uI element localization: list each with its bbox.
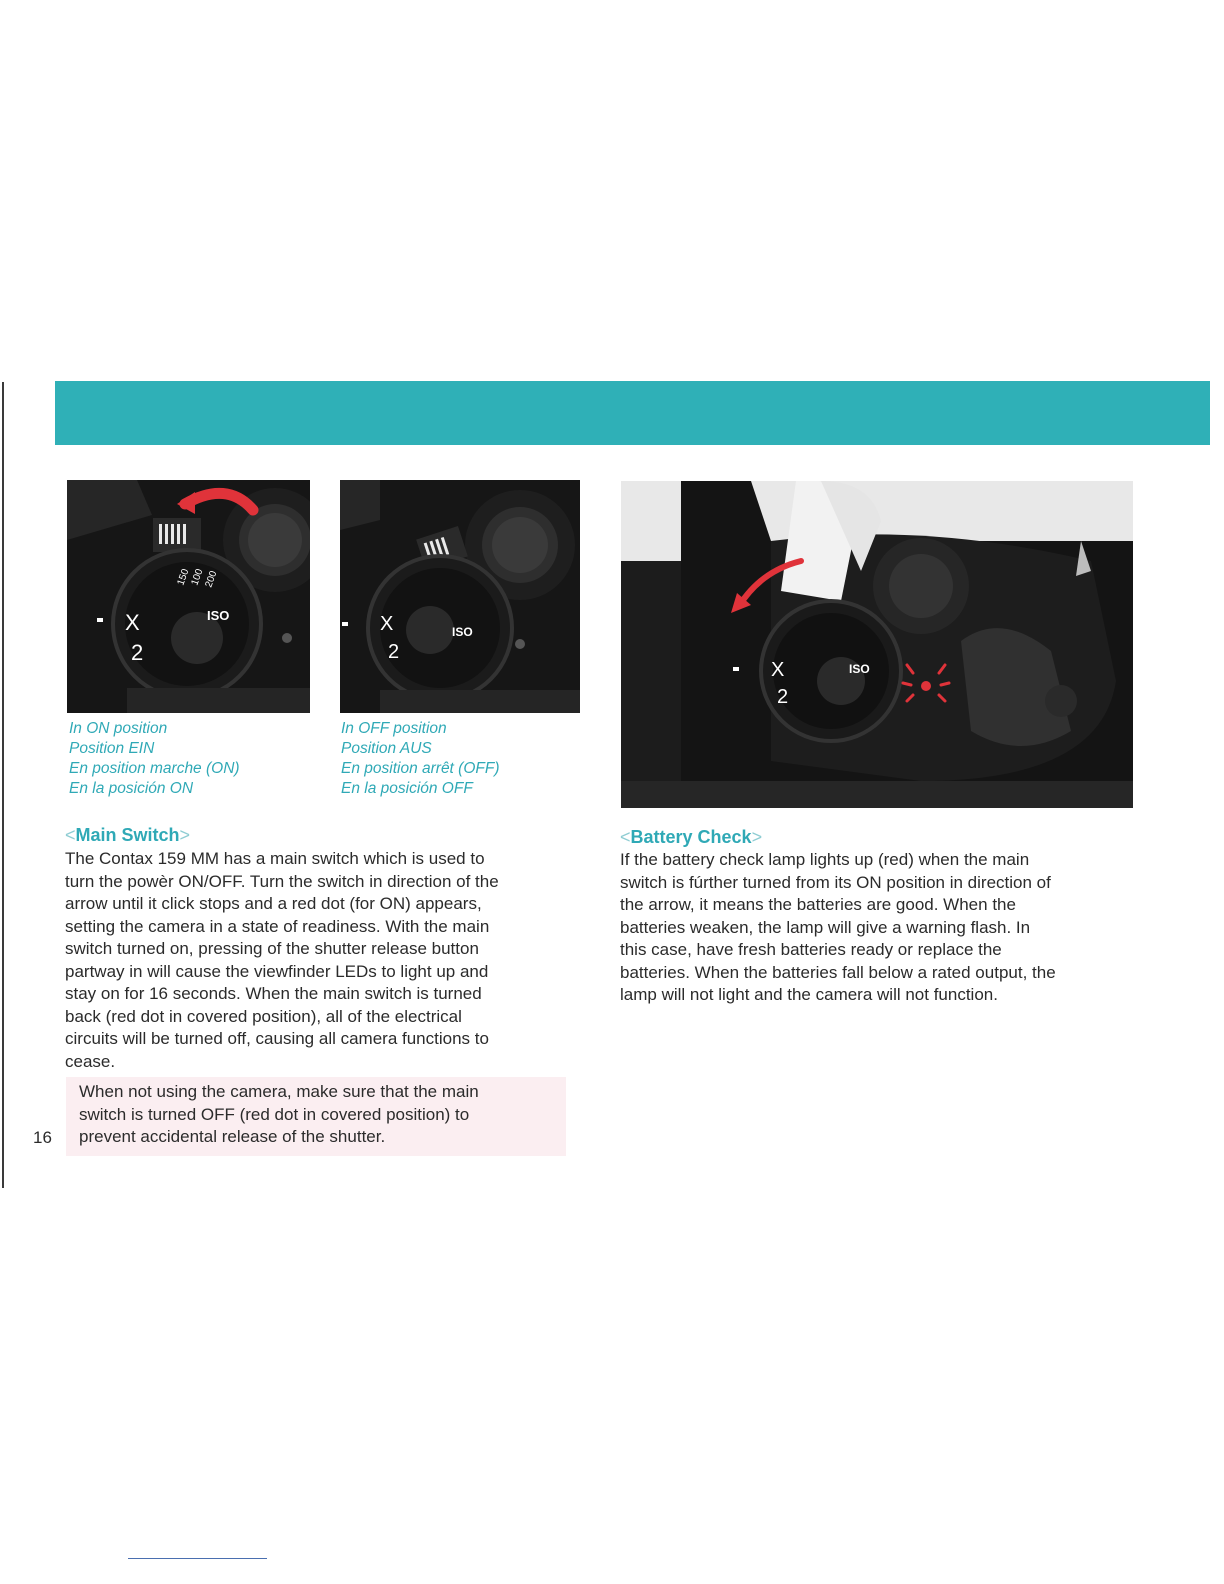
camera-off-illustration	[340, 480, 580, 713]
dial-mark-2: 2	[131, 640, 144, 665]
dial-scale-150: 150	[175, 567, 192, 588]
caption-on-de: Position EIN	[69, 740, 155, 757]
page-number: 16	[33, 1128, 52, 1147]
camera-battery-illustration	[621, 481, 1133, 808]
note-text: When not using the camera, make sure that the main switch is turned OFF (red dot in covered position) to prevent accidental release of the shutter.	[79, 1082, 479, 1146]
note-box	[66, 1077, 566, 1156]
svg-text:ISO: ISO	[849, 662, 870, 676]
svg-text:X: X	[771, 659, 785, 681]
caption-off-es: En la posición OFF	[341, 780, 473, 797]
svg-text:ISO: ISO	[452, 625, 473, 639]
caption-off-de: Position AUS	[341, 740, 432, 757]
dial-scale-100: 100	[189, 567, 206, 588]
dial-mark-x: X	[125, 610, 140, 635]
main-switch-body: The Contax 159 MM has a main switch which is used to turn the powèr ON/OFF. Turn the switch in direction of the arrow until it click stops and a red dot (for ON) appears, setting the camera in a state of readiness. With the main switch turned on, pressing of the shutter release button partway in will cause the viewfinder LEDs to light up and stay on for 16 seconds. When the main switch is turned back (red dot in covered position), all of the electrical circuits will be turned off, causing all camera functions to cease.	[65, 849, 499, 1071]
photo-battery-check	[621, 481, 1133, 808]
caption-on-fr: En position marche (ON)	[69, 760, 240, 777]
footer-rule	[128, 1558, 267, 1559]
iso-label: ISO	[207, 608, 230, 623]
caption-on-position	[69, 719, 240, 799]
caption-on-es: En la posición ON	[69, 780, 194, 797]
battery-check-body: If the battery check lamp lights up (red) when the main switch is fúrther turned from its ON position in direction of the arrow, it means the batteries are good. When the batteries weaken, the lamp will give a warning flash. In this case, have fresh batteries ready or replace the batteries. When the batteries fall below a rated output, the lamp will not light and the camera will not function.	[620, 850, 1056, 1004]
caption-off-position	[341, 719, 500, 799]
main-switch-heading: <Main Switch>	[65, 825, 191, 845]
photo-main-switch-on	[67, 480, 310, 713]
dial-scale-200: 200	[203, 569, 220, 590]
svg-text:2: 2	[388, 641, 400, 663]
battery-check-title: Battery Check	[630, 827, 752, 847]
caption-on-en: In ON position	[69, 720, 168, 737]
svg-text:X: X	[380, 613, 394, 635]
photo-main-switch-off	[340, 480, 580, 713]
svg-text:2: 2	[777, 686, 789, 708]
caption-off-en: In OFF position	[341, 720, 447, 737]
caption-off-fr: En position arrêt (OFF)	[341, 760, 500, 777]
camera-on-illustration	[67, 480, 310, 713]
battery-check-heading: <Battery Check>	[620, 827, 763, 847]
main-switch-title: Main Switch	[75, 825, 180, 845]
page-edge-rule	[2, 382, 4, 1188]
header-banner	[55, 381, 1210, 445]
